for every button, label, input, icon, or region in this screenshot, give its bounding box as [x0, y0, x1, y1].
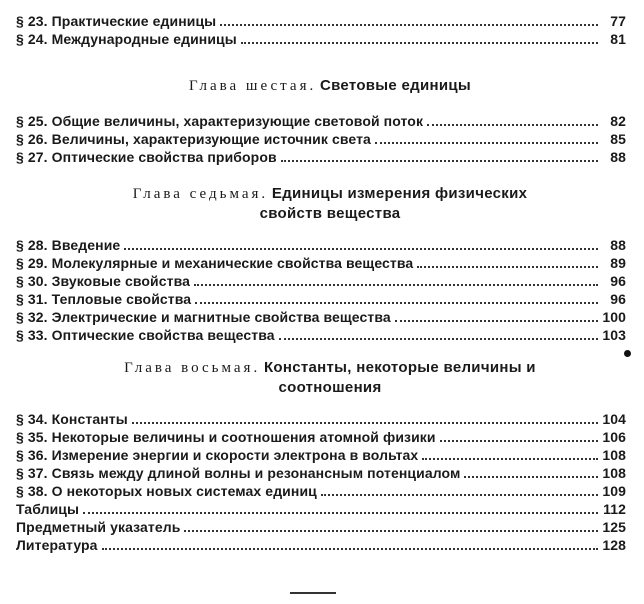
page-number: 100	[602, 309, 626, 325]
section-number: § 34.	[16, 411, 48, 427]
page-number: 125	[602, 519, 626, 535]
toc-entry-36[interactable]	[16, 446, 626, 464]
chapter-7-heading	[40, 184, 620, 224]
section-number: § 23.	[16, 13, 48, 29]
toc-entry-23[interactable]	[16, 12, 626, 30]
dot-leader	[395, 320, 598, 322]
dot-leader	[220, 24, 598, 26]
toc-entry-subject-index[interactable]	[16, 518, 626, 536]
section-title: Литература	[16, 537, 98, 553]
toc-entry-literature[interactable]	[16, 536, 626, 554]
dot-leader	[321, 494, 598, 496]
page-number: 109	[602, 483, 626, 499]
page-number: 82	[610, 113, 626, 129]
page-number: 104	[602, 411, 626, 427]
section-number: § 29.	[16, 255, 48, 271]
section-number: § 38.	[16, 483, 48, 499]
section-number: § 37.	[16, 465, 48, 481]
page-number: 77	[610, 13, 626, 29]
dot-leader	[427, 124, 598, 126]
chapter-label: Глава восьмая.	[124, 360, 261, 376]
toc-entry-30[interactable]	[16, 272, 626, 290]
page-number: 108	[602, 465, 626, 481]
page-number: 96	[610, 273, 626, 289]
chapter-8-heading	[40, 358, 620, 398]
chapter-title-line2: свойств вещества	[259, 205, 401, 222]
chapter-label: Глава седьмая.	[132, 186, 269, 202]
toc-entry-24[interactable]	[16, 30, 626, 48]
toc-entry-32[interactable]	[16, 308, 626, 326]
section-title: Молекулярные и механические свойства вещества	[51, 255, 414, 271]
section-title: Введение	[51, 237, 121, 253]
toc-entry-25[interactable]	[16, 112, 626, 130]
section-title: Практические единицы	[51, 13, 217, 29]
toc-entry-26[interactable]	[16, 130, 626, 148]
section-title: Связь между длиной волны и резонансным потенциалом	[51, 465, 461, 481]
page-number: 106	[602, 429, 626, 445]
section-number: § 32.	[16, 309, 48, 325]
dot-leader	[194, 284, 598, 286]
toc-entry-28[interactable]	[16, 236, 626, 254]
section-number: § 36.	[16, 447, 48, 463]
dot-leader	[132, 422, 598, 424]
toc-entry-34[interactable]	[16, 410, 626, 428]
dot-leader	[464, 476, 598, 478]
page-number: 103	[602, 327, 626, 343]
ink-spot	[624, 350, 631, 357]
section-title: Таблицы	[16, 501, 80, 517]
dot-leader	[124, 248, 598, 250]
section-title: Величины, характеризующие источник света	[51, 131, 371, 147]
toc-entry-35[interactable]	[16, 428, 626, 446]
dot-leader	[279, 338, 598, 340]
section-title: Измерение энергии и скорости электрона в вольтах	[51, 447, 419, 463]
page-number: 96	[610, 291, 626, 307]
dot-leader	[422, 458, 598, 460]
section-title: О некоторых новых системах единиц	[51, 483, 317, 499]
section-title: Звуковые свойства	[51, 273, 190, 289]
dot-leader	[102, 548, 598, 550]
page-number: 108	[602, 447, 626, 463]
page-number: 112	[603, 501, 626, 517]
section-number: § 26.	[16, 131, 48, 147]
page-footer-rule	[290, 592, 336, 594]
chapter-title: Единицы измерения физических	[271, 185, 528, 202]
section-number: § 30.	[16, 273, 48, 289]
page-number: 89	[610, 255, 626, 271]
chapter-title: Константы, некоторые величины и	[263, 359, 536, 376]
dot-leader	[440, 440, 598, 442]
dot-leader	[83, 512, 598, 514]
dot-leader	[281, 160, 598, 162]
dot-leader	[417, 266, 598, 268]
section-title: Электрические и магнитные свойства вещества	[51, 309, 391, 325]
section-title: Международные единицы	[51, 31, 237, 47]
toc-entry-27[interactable]	[16, 148, 626, 166]
chapter-title: Световые единицы	[319, 77, 472, 94]
section-number: § 33.	[16, 327, 48, 343]
chapter-6-heading	[40, 76, 620, 96]
section-number: § 28.	[16, 237, 48, 253]
section-number: § 27.	[16, 149, 48, 165]
dot-leader	[241, 42, 598, 44]
toc-entry-tables[interactable]	[16, 500, 626, 518]
section-title: Оптические свойства приборов	[51, 149, 277, 165]
section-title: Константы	[51, 411, 128, 427]
page-number: 88	[610, 149, 626, 165]
section-title: Некоторые величины и соотношения атомной физики	[51, 429, 436, 445]
toc-entry-37[interactable]	[16, 464, 626, 482]
toc-entry-33[interactable]	[16, 326, 626, 344]
dot-leader	[195, 302, 598, 304]
section-number: § 35.	[16, 429, 48, 445]
section-title: Оптические свойства вещества	[51, 327, 275, 343]
page-number: 85	[610, 131, 626, 147]
toc-entry-38[interactable]	[16, 482, 626, 500]
page-number: 128	[602, 537, 626, 553]
section-number: § 31.	[16, 291, 48, 307]
section-title: Тепловые свойства	[51, 291, 192, 307]
chapter-title-line2: соотношения	[278, 379, 382, 396]
section-number: § 25.	[16, 113, 48, 129]
dot-leader	[375, 142, 598, 144]
section-title: Предметный указатель	[16, 519, 181, 535]
section-number: § 24.	[16, 31, 48, 47]
page-number: 88	[610, 237, 626, 253]
dot-leader	[184, 530, 598, 532]
page-number: 81	[610, 31, 626, 47]
section-title: Общие величины, характеризующие световой поток	[51, 113, 424, 129]
toc-entry-31[interactable]	[16, 290, 626, 308]
toc-entry-29[interactable]	[16, 254, 626, 272]
chapter-label: Глава шестая.	[188, 78, 317, 94]
